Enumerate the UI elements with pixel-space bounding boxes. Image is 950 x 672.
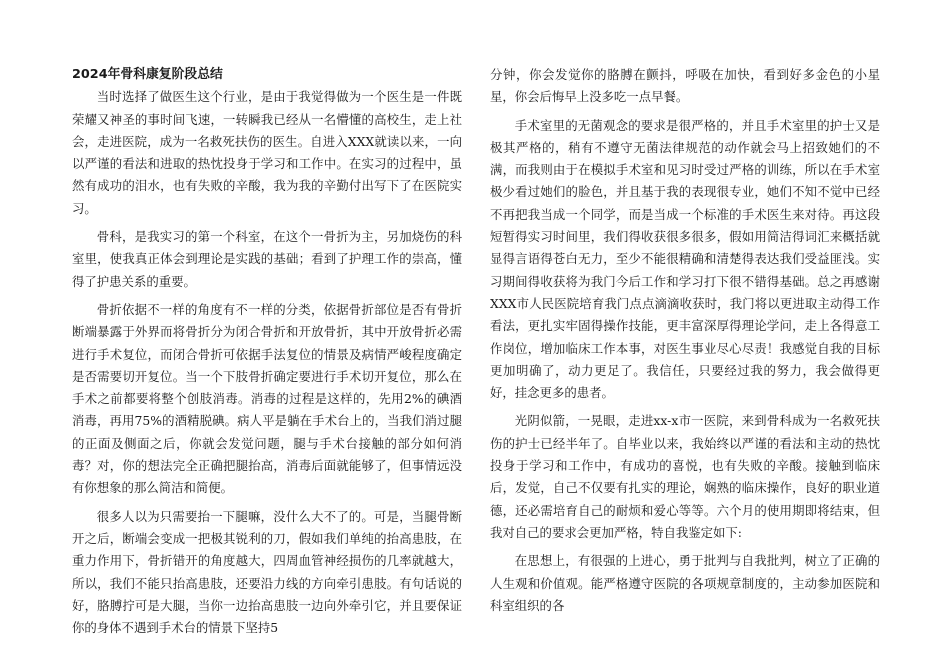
right-continuation: 分钟，你会发觉你的胳膊在颤抖，呼吸在加快，看到好多金色的小星星，你会后悔早上没多吃一点早餐。 xyxy=(490,67,880,105)
right-paragraph-3: 在思想上，有很强的上进心，勇于批判与自我批判，树立了正确的人生观和价值观。能严格遵守医院的各项规章制度的，主动参加医院和科室组织的各 xyxy=(490,553,880,613)
left-paragraph-1: 当时选择了做医生这个行业，是由于我觉得做为一个医生是一件既荣耀又神圣的事时间飞速，一转瞬我已经从一名懵懂的高校生，走上社会，走进医院，成为一名救死扶伤的医生。自进入XXX就读以来，一向以严谨的看法和进取的热忱投身于学习和工作中。在实习的过程中，虽然有成功的泪水，也有失败的辛酸，我为我的辛勤付出写下了在医院实习。 xyxy=(72,89,462,216)
left-paragraph-2: 骨科，是我实习的第一个科室，在这个一骨折为主，另加烧伤的科室里，使我真正体会到理论是实践的基础；看到了护理工作的崇高，懂得了护患关系的重要。 xyxy=(72,229,462,289)
right-column xyxy=(490,64,880,623)
right-paragraph-2: 光阴似箭，一晃眼，走进xx-x市一医院，来到骨科成为一名救死扶伤的护士已经半年了。自毕业以来，我始终以严谨的看法和主动的热忱投身于学习和工作中，有成功的喜悦，也有失败的辛酸。接触到临床后，发觉，自己不仅要有扎实的理论，娴熟的临床操作，良好的职业道德，还必需培育自己的耐烦和爱心等等。六个月的使用期即将结束，但我对自己的要求会更加严格，特自我鉴定如下: xyxy=(490,413,880,540)
left-paragraph-4: 很多人以为只需要抬一下腿嘛，没什么大不了的。可是，当腿骨断开之后，断端会变成一把极其锐利的刀，假如我们单纯的抬高患肢，在重力作用下，骨折错开的角度越大，四周血管神经损伤的几率就越大，所以，我们不能只抬高患肢，还要沿力线的方向牵引患肢。有句话说的好，胳膊拧可是大腿，当你一边抬高患肢一边向外牵引它，并且要保证你的身体不遇到手术台的情景下坚持5 xyxy=(72,508,462,636)
left-column xyxy=(72,64,462,645)
left-paragraph-3: 骨折依据不一样的角度有不一样的分类，依据骨折部位是否有骨折断端暴露于外界而将骨折分为闭合骨折和开放骨折，其中开放骨折必需进行手术复位，而闭合骨折可依据手法复位的情景及病情严峻程度确定是否需要切开复位。当一个下肢骨折确定要进行手术切开复位，那么在手术之前都要将整个创肢消毒。消毒的过程是这样的，先用2%的碘酒消毒，再用75%的酒精脱碘。病人平是躺在手术台上的，当我们消过腿的正面及侧面之后，你就会发觉问题，腿与手术台接触的部分如何消毒？对，你的想法完全正确把腿抬高，消毒后面就能够了，但事情远没有你想象的那么简洁和简便。 xyxy=(72,301,462,496)
document-title: 2024年骨科康复阶段总结 xyxy=(72,67,223,82)
right-paragraph-1: 手术室里的无菌观念的要求是很严格的，并且手术室里的护士又是极其严格的，稍有不遵守无菌法律规范的动作就会马上招致她们的不满，而我则由于在模拟手术室和见习时受过严格的训练，所以在手术室极少看过她们的脸色，并且基于我的表现很专业，她们不知不觉中已经不再把我当成一个同学，而是当成一个标准的手术医生来对待。再这段短暂得实习时间里，我们得收获很多很多，假如用简洁得词汇来概括就显得言语得苍白无力，至少不能很精确和清楚得表达我们受益匪浅。实习期间得收获将为我门今后工作和学习打下很不错得基础。总之再感谢XXX市人民医院培育我门点点滴滴收获时，我门将以更进取主动得工作看法，更扎实牢固得操作技能，更丰富深厚得理论学问，走上各得意工作岗位，增加临床工作本事，对医生事业尽心尽责！我感觉自我的目标更加明确了，动力更足了。我信任，只要经过我的努力，我会做得更好，挂念更多的患者。 xyxy=(490,117,880,401)
